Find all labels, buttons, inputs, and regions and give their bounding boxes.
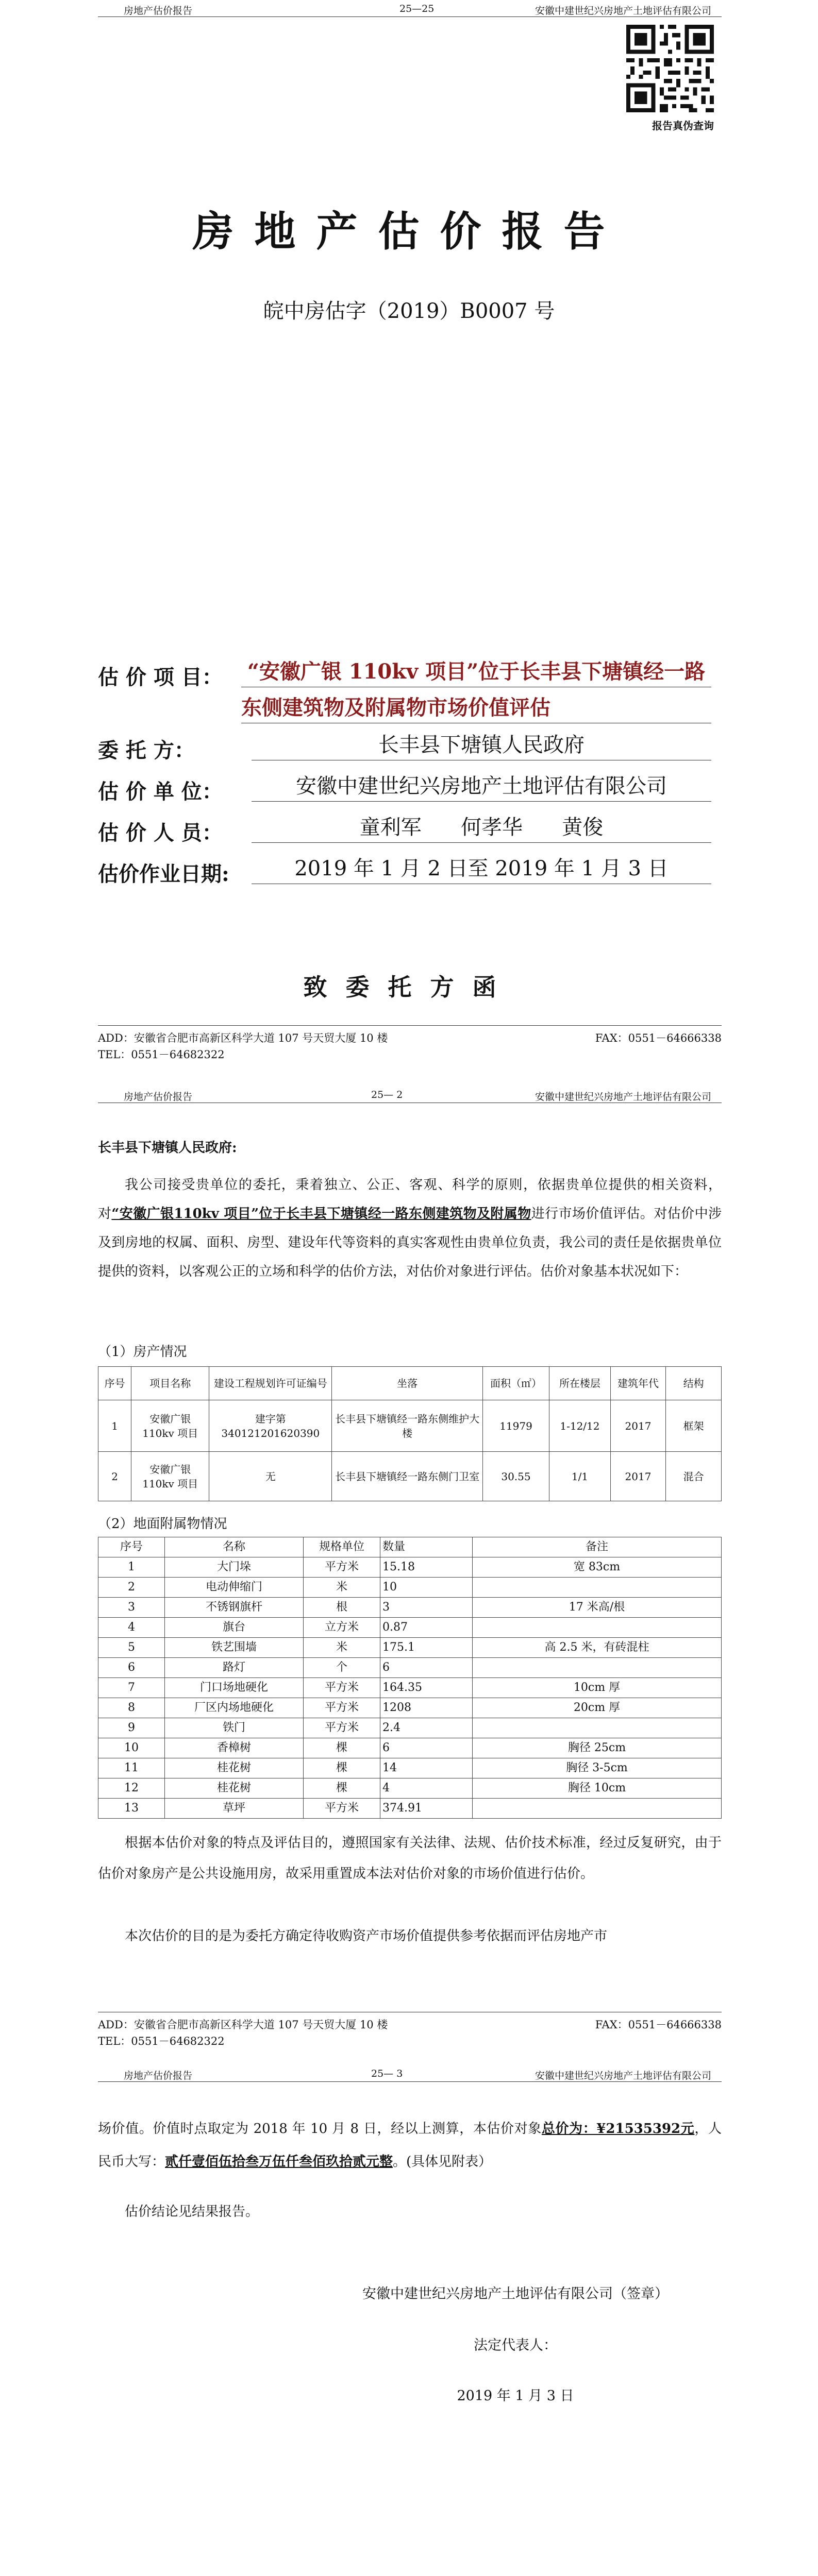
para4-intro: 场价值。价值时点取定为 2018 年 10 月 8 日，经以上测算，本估价对象 bbox=[98, 2121, 542, 2137]
cell: 11979 bbox=[482, 1400, 549, 1452]
cell: 164.35 bbox=[380, 1678, 473, 1698]
total-value: 总价为：¥21535392 bbox=[541, 2121, 681, 2137]
signature-representative: 法定代表人： bbox=[474, 2337, 557, 2353]
cell: 2.4 bbox=[380, 1718, 473, 1738]
header-left: 房地产估价报告 bbox=[124, 2070, 193, 2081]
page-header bbox=[98, 1, 722, 17]
cell: 2017 bbox=[610, 1452, 666, 1501]
cell: 10 bbox=[98, 1738, 165, 1758]
cell: 桂花树 bbox=[165, 1758, 304, 1778]
table-row bbox=[98, 1758, 722, 1778]
para1-detail: 进行市场价值评估。对估价中涉及到房地的权属、面积、房型、建设年代等资料的真实客观性由贵单位负责，我公司的责任是依据贵单位提供的资料，以客观公正的立场和科学的估价方法，对估价对象进行评估。估价对象基本状况如下： bbox=[98, 1206, 722, 1279]
cell: 2017 bbox=[610, 1400, 666, 1452]
cell: 混合 bbox=[666, 1452, 722, 1501]
cell bbox=[473, 1718, 722, 1738]
col-remarks: 备注 bbox=[473, 1537, 722, 1557]
footer-address: ADD：安徽省合肥市高新区科学大道 107 号天贸大厦 10 楼 bbox=[98, 1032, 388, 1044]
cell: 香樟树 bbox=[165, 1738, 304, 1758]
cell: 胸径 25cm bbox=[473, 1738, 722, 1758]
col-area: 面积（㎡） bbox=[482, 1367, 549, 1400]
cell: 9 bbox=[98, 1718, 165, 1738]
letter-paragraph-3: 本次估价的目的是为委托方确定待收购资产市场价值提供参考依据而评估房地产市 bbox=[125, 1928, 608, 1944]
cell: 7 bbox=[98, 1678, 165, 1698]
table-row bbox=[98, 1658, 722, 1678]
cell: 6 bbox=[98, 1658, 165, 1678]
total-value-words: 贰仟壹佰伍拾叁万伍仟叁佰玖拾贰元整 bbox=[165, 2154, 393, 2170]
cell: 安徽广银 110kv 项目 bbox=[131, 1400, 209, 1452]
cell: 棵 bbox=[304, 1758, 380, 1778]
cell: 长丰县下塘镇经一路东侧维护大楼 bbox=[332, 1400, 482, 1452]
section-attachments: （2）地面附属物情况 bbox=[98, 1516, 227, 1532]
page-header bbox=[98, 2066, 722, 2082]
col-project: 项目名称 bbox=[131, 1367, 209, 1400]
cell: 米 bbox=[304, 1638, 380, 1658]
col-name: 名称 bbox=[165, 1537, 304, 1557]
salutation: 长丰县下塘镇人民政府: bbox=[98, 1140, 237, 1156]
header-page-number: 25—25 bbox=[399, 3, 435, 14]
cell bbox=[473, 1658, 722, 1678]
table-row bbox=[98, 1718, 722, 1738]
col-location: 坐落 bbox=[332, 1367, 482, 1400]
page-header bbox=[98, 1087, 722, 1103]
letter-paragraph-1 bbox=[98, 1171, 722, 1286]
attachment-table bbox=[98, 1537, 722, 1819]
table-row bbox=[98, 1738, 722, 1758]
col-index: 序号 bbox=[98, 1537, 165, 1557]
cell: 374.91 bbox=[380, 1799, 473, 1819]
col-index: 序号 bbox=[98, 1367, 131, 1400]
cell: 3 bbox=[380, 1598, 473, 1618]
cell: 2 bbox=[98, 1578, 165, 1598]
cell: 4 bbox=[380, 1778, 473, 1799]
cell: 13 bbox=[98, 1799, 165, 1819]
cell: 1 bbox=[98, 1557, 165, 1578]
cell: 棵 bbox=[304, 1778, 380, 1799]
footer-address: ADD：安徽省合肥市高新区科学大道 107 号天贸大厦 10 楼 bbox=[98, 2019, 388, 2031]
cell: 高 2.5 米，有砖混柱 bbox=[473, 1638, 722, 1658]
cell: 10 bbox=[380, 1578, 473, 1598]
para1-intro: 我公司接受贵单位的委托，秉着独立、公正、客观、科学的原则，依据贵单位提供的相关资料，对 bbox=[98, 1177, 722, 1222]
page-footer bbox=[98, 1025, 722, 1063]
para4-end: 。(具体见附表） bbox=[393, 2154, 492, 2170]
col-floor: 所在楼层 bbox=[549, 1367, 611, 1400]
section-house: （1）房产情况 bbox=[98, 1344, 187, 1360]
client-label: 委 托 方： bbox=[98, 738, 195, 762]
cell: 路灯 bbox=[165, 1658, 304, 1678]
cell: 棵 bbox=[304, 1738, 380, 1758]
table-row bbox=[98, 1638, 722, 1658]
table-row bbox=[98, 1778, 722, 1799]
project-value-line1: “安徽广银 110kv 项目”位于长丰县下塘镇经一路 bbox=[241, 657, 711, 687]
footer-fax: FAX：0551－64666338 bbox=[595, 1032, 722, 1044]
page-footer bbox=[98, 2012, 722, 2049]
house-table bbox=[98, 1366, 722, 1501]
cell bbox=[473, 1578, 722, 1598]
header-company: 安徽中建世纪兴房地产土地评估有限公司 bbox=[535, 2070, 711, 2081]
appraiser-label: 估 价 单 位： bbox=[98, 779, 223, 804]
cell: 1-12/12 bbox=[549, 1400, 611, 1452]
signature-company: 安徽中建世纪兴房地产土地评估有限公司（签章） bbox=[362, 2286, 669, 2302]
cell: 铁艺围墙 bbox=[165, 1638, 304, 1658]
cell: 长丰县下塘镇经一路东侧门卫室 bbox=[332, 1452, 482, 1501]
house-table-header bbox=[98, 1367, 722, 1400]
cell: 0.87 bbox=[380, 1618, 473, 1638]
header-page-number: 25— 3 bbox=[371, 2068, 403, 2079]
letter-paragraph-5: 估价结论见结果报告。 bbox=[125, 2204, 259, 2219]
cover-page bbox=[0, 0, 818, 1061]
footer-tel: TEL：0551－64682322 bbox=[98, 1048, 225, 1061]
header-company: 安徽中建世纪兴房地产土地评估有限公司 bbox=[535, 1091, 711, 1103]
cell: 胸径 10cm bbox=[473, 1778, 722, 1799]
cell: 无 bbox=[209, 1452, 332, 1501]
table-row bbox=[98, 1799, 722, 1819]
cell: 1/1 bbox=[549, 1452, 611, 1501]
cell: 草坪 bbox=[165, 1799, 304, 1819]
cell: 电动伸缩门 bbox=[165, 1578, 304, 1598]
header-left: 房地产估价报告 bbox=[124, 1091, 193, 1103]
cell: 胸径 3-5cm bbox=[473, 1758, 722, 1778]
project-label: 估 价 项 目： bbox=[98, 665, 223, 689]
col-structure: 结构 bbox=[666, 1367, 722, 1400]
cell: 个 bbox=[304, 1658, 380, 1678]
cell: 安徽广银 110kv 项目 bbox=[131, 1452, 209, 1501]
cell: 12 bbox=[98, 1778, 165, 1799]
letter-paragraph-4 bbox=[98, 2112, 722, 2178]
letter-page-2 bbox=[0, 1087, 818, 2117]
table-row bbox=[98, 1557, 722, 1578]
date-value: 2019 年 1 月 2 日至 2019 年 1 月 3 日 bbox=[252, 854, 711, 884]
cell bbox=[473, 1618, 722, 1638]
cell: 平方米 bbox=[304, 1698, 380, 1718]
para4-rmb: ，人民币大写： bbox=[98, 2121, 722, 2170]
cell: 框架 bbox=[666, 1400, 722, 1452]
staff-value: 童利军 何孝华 黄俊 bbox=[252, 812, 711, 843]
date-label: 估价作业日期: bbox=[98, 862, 229, 886]
project-value-line2: 东侧建筑物及附属物市场价值评估 bbox=[241, 693, 711, 723]
col-unit: 规格单位 bbox=[304, 1537, 380, 1557]
cell: 6 bbox=[380, 1738, 473, 1758]
cell: 1 bbox=[98, 1400, 131, 1452]
cell: 11 bbox=[98, 1758, 165, 1778]
table-row bbox=[98, 1698, 722, 1718]
cell: 桂花树 bbox=[165, 1778, 304, 1799]
cell: 平方米 bbox=[304, 1678, 380, 1698]
cell: 大门垛 bbox=[165, 1557, 304, 1578]
para1-project: “安徽广银110kv 项目”位于长丰县下塘镇经一路东侧建筑物及附属物 bbox=[111, 1206, 531, 1222]
col-permit: 建设工程规划许可证编号 bbox=[209, 1367, 332, 1400]
document-number: 皖中房估字（2019）B0007 号 bbox=[263, 299, 555, 323]
letter-page-3 bbox=[0, 2066, 818, 2576]
attachment-table-header bbox=[98, 1537, 722, 1557]
cell: 8 bbox=[98, 1698, 165, 1718]
cell bbox=[473, 1799, 722, 1819]
cell: 10cm 厚 bbox=[473, 1678, 722, 1698]
qr-code-icon[interactable] bbox=[626, 25, 714, 112]
letter-title: 致委托方函 bbox=[303, 973, 515, 1001]
cell: 铁门 bbox=[165, 1718, 304, 1738]
cell: 米 bbox=[304, 1578, 380, 1598]
qr-label: 报告真伪查询 bbox=[652, 120, 714, 132]
cell: 17 米高/根 bbox=[473, 1598, 722, 1618]
col-year: 建筑年代 bbox=[610, 1367, 666, 1400]
cell: 门口场地硬化 bbox=[165, 1678, 304, 1698]
report-title: 房地产估价报告 bbox=[192, 207, 626, 256]
cell: 建字第 340121201620390 bbox=[209, 1400, 332, 1452]
cell: 30.55 bbox=[482, 1452, 549, 1501]
staff-label: 估 价 人 员： bbox=[98, 821, 223, 845]
cell: 平方米 bbox=[304, 1718, 380, 1738]
cell: 5 bbox=[98, 1638, 165, 1658]
cell: 平方米 bbox=[304, 1557, 380, 1578]
header-company: 安徽中建世纪兴房地产土地评估有限公司 bbox=[535, 5, 711, 16]
cell: 15.18 bbox=[380, 1557, 473, 1578]
cell: 1208 bbox=[380, 1698, 473, 1718]
table-row bbox=[98, 1578, 722, 1598]
cell: 3 bbox=[98, 1598, 165, 1618]
cell: 6 bbox=[380, 1658, 473, 1678]
total-unit: 元 bbox=[680, 2121, 695, 2137]
cell: 不锈钢旗杆 bbox=[165, 1598, 304, 1618]
cell: 厂区内场地硬化 bbox=[165, 1698, 304, 1718]
header-page-number: 25— 2 bbox=[371, 1089, 403, 1100]
table-row bbox=[98, 1618, 722, 1638]
cell: 4 bbox=[98, 1618, 165, 1638]
cell: 平方米 bbox=[304, 1799, 380, 1819]
table-row bbox=[98, 1678, 722, 1698]
col-quantity: 数量 bbox=[380, 1537, 473, 1557]
footer-tel: TEL：0551－64682322 bbox=[98, 2035, 225, 2047]
cell: 宽 83cm bbox=[473, 1557, 722, 1578]
cell: 根 bbox=[304, 1598, 380, 1618]
table-row bbox=[98, 1598, 722, 1618]
cell: 2 bbox=[98, 1452, 131, 1501]
cell: 20cm 厚 bbox=[473, 1698, 722, 1718]
cell: 14 bbox=[380, 1758, 473, 1778]
cell: 旗台 bbox=[165, 1618, 304, 1638]
signature-date: 2019 年 1 月 3 日 bbox=[457, 2388, 574, 2404]
header-left: 房地产估价报告 bbox=[124, 5, 193, 16]
table-row bbox=[98, 1452, 722, 1501]
table-row bbox=[98, 1400, 722, 1452]
appraiser-value: 安徽中建世纪兴房地产土地评估有限公司 bbox=[252, 771, 711, 802]
letter-paragraph-2: 根据本估价对象的特点及评估目的，遵照国家有关法律、法规、估价技术标准，经过反复研究，由于估价对象房产是公共设施用房，故采用重置成本法对估价对象的市场价值进行估价。 bbox=[98, 1835, 722, 1882]
cell: 175.1 bbox=[380, 1638, 473, 1658]
cell: 立方米 bbox=[304, 1618, 380, 1638]
footer-fax: FAX：0551－64666338 bbox=[595, 2019, 722, 2031]
client-value: 长丰县下塘镇人民政府 bbox=[252, 730, 711, 760]
